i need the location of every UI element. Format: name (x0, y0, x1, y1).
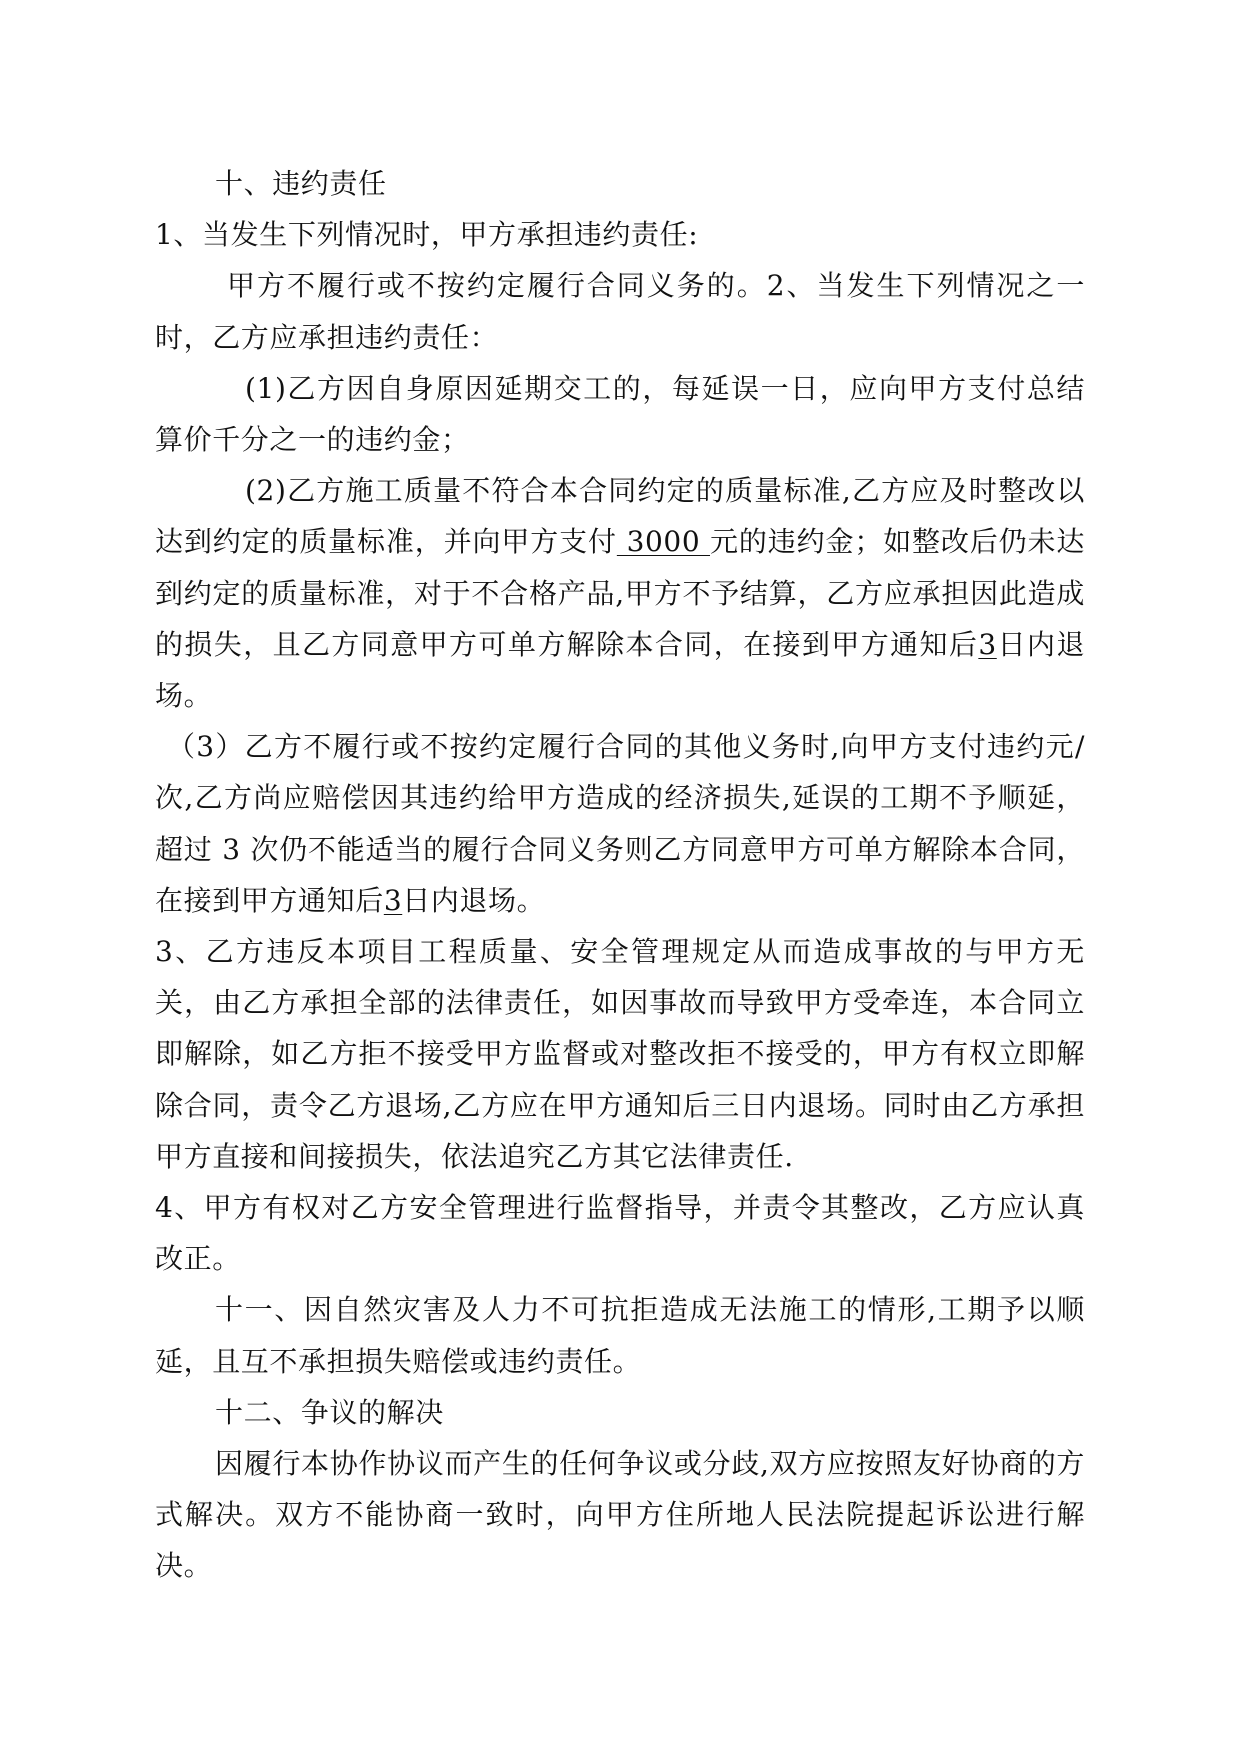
clause-2-item-1: (1)乙方因自身原因延期交工的，每延误一日，应向甲方支付总结算价千分之一的违约金； (155, 371, 1085, 457)
exit-days-2: 3 (383, 883, 403, 917)
section-11: 十一、因自然灾害及人力不可抗拒造成无法施工的情形,工期予以顺延，且互不承担损失赔偿或违约责任。 (155, 1293, 1085, 1378)
exit-days: 3 (978, 627, 997, 661)
clause-2-item-3-text-b: 日内退场。 (402, 883, 546, 917)
clause-4: 4、甲方有权对乙方安全管理进行监督指导，并责令其整改，乙方应认真改正。 (155, 1191, 1085, 1276)
clause-3: 3、乙方违反本项目工程质量、安全管理规定从而造成事故的与甲方无关，由乙方承担全部的法律责任，如因事故而导致甲方受牵连，本合同立即解除，如乙方拒不接受甲方监督或对整改拒不接受的，甲方有权立即解除合同，责令乙方退场,乙方应在甲方通知后三日内退场。同时由乙方承担甲方直接和间接损失，依法追究乙方其它法律责任. (155, 935, 1085, 1173)
clause-2-item-2-text-a: (2)乙方施工质量不符合本合同约定的质量标准,乙方应及时整改以达到约定的质量标准，并向甲方支付 (155, 474, 1085, 559)
clause-2-item-2-text-c: 日内退场。 (155, 627, 1085, 713)
section-12-heading: 十二、争议的解决 (215, 1395, 444, 1429)
clause-1-body: 甲方不履行或不按约定履行合同义务的。2、当发生下列情况之一时，乙方应承担违约责任： (155, 269, 1085, 354)
clause-2-item-2-text-b: 元的违约金；如整改后仍未达到约定的质量标准，对于不合格产品,甲方不予结算，乙方应承担因此造成的损失，且乙方同意甲方可单方解除本合同，在接到甲方通知后 (155, 525, 1085, 661)
section-10-heading: 十、违约责任 (215, 167, 387, 200)
section-12-body: 因履行本协作协议而产生的任何争议或分歧,双方应按照友好协商的方式解决。双方不能协商一致时，向甲方住所地人民法院提起诉讼进行解决。 (155, 1447, 1085, 1583)
clause-2-item-2 (155, 465, 1085, 721)
clause-2-item-3-text-a: （3）乙方不履行或不按约定履行合同的其他义务时,向甲方支付违约元/次,乙方尚应赔偿因其违约给甲方造成的经济损失,延误的工期不予顺延，超过 3 次仍不能适当的履行合同义务则乙方同意甲方可单方解除本合同，在接到甲方通知后 (155, 730, 1085, 917)
penalty-amount: 3000 (616, 525, 711, 559)
clause-1: 1、当发生下列情况时，甲方承担违约责任: (155, 218, 699, 252)
contract-text (155, 158, 1085, 1592)
clause-2-item-3 (155, 721, 1085, 926)
